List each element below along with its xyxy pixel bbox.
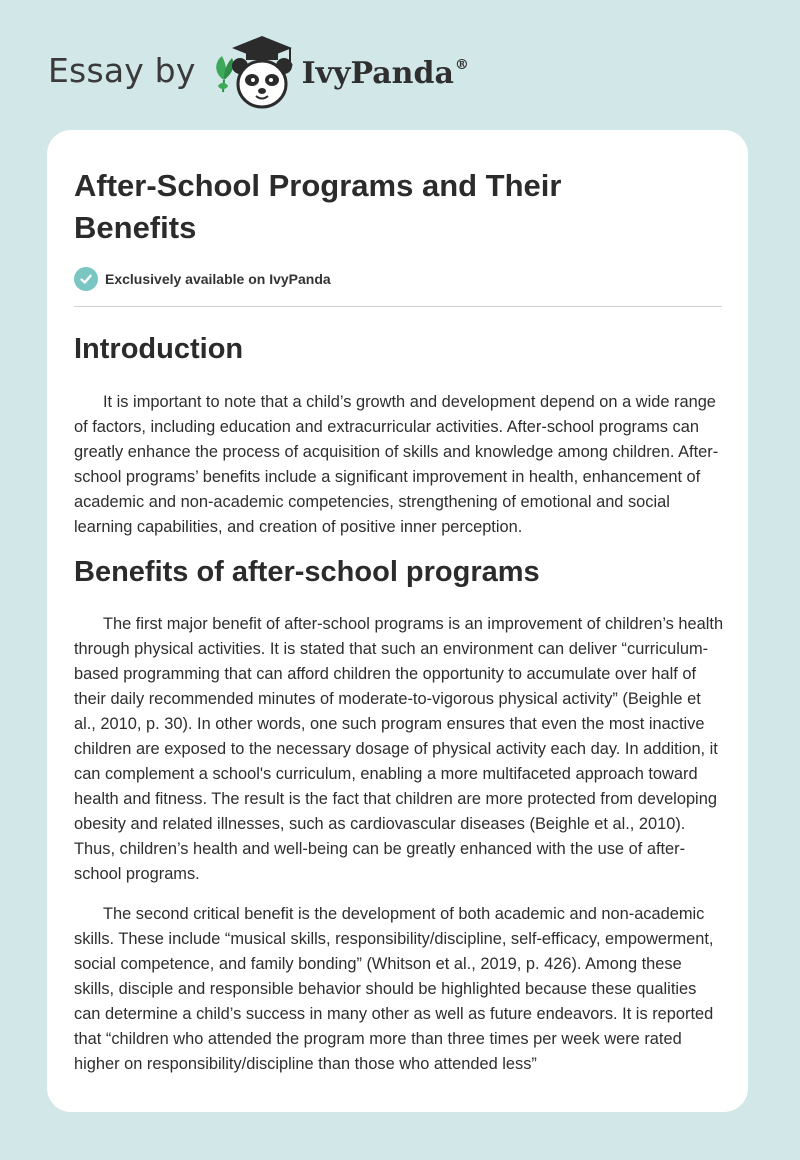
section-heading: Introduction <box>74 333 244 365</box>
check-icon <box>74 267 98 291</box>
essay-title: After-School Programs and Their Benefits <box>74 168 562 245</box>
paragraph: The second critical benefit is the development of both academic and non-academic skills. These include “musical skills, responsibility/discipline, self-efficacy, empowerment, social competence, and family bonding” (Whitson et al., 2019, p. 426). Among these skills, disciple and responsible behavior should be highlighted because these qualities can determine a child’s success in many other as well as future endeavors. It is reported that “children who attended the program more than three times per week were rated higher on responsibility/discipline than those who attended less” <box>74 905 714 1073</box>
exclusive-note: Exclusively available on IvyPanda <box>105 271 331 287</box>
paragraph: It is important to note that a child’s growth and development depend on a wide range of factors, including education and extracurricular activities. After-school programs can greatly enhance the process of acquisition of skills and knowledge among children. After-school programs’ benefits include a significant improvement in health, enhancement of academic and non-academic competencies, strengthening of emotional and social learning capabilities, and creation of positive inner perception. <box>74 393 719 536</box>
panda-logo-icon <box>210 34 298 114</box>
paragraph: The first major benefit of after-school programs is an improvement of children’s health through physical activities. It is stated that such an environment can deliver “curriculum-based programming that can afford children the opportunity to accumulate over half of their daily recommended minutes of moderate-to-vigorous physical activity” (Beighle et al., 2010, p. 30). In other words, one such program ensures that even the most inactive children are exposed to the necessary dosage of physical activity each day. In addition, it can complement a school's curriculum, enabling a more multifaceted approach toward health and fitness. The result is the fact that children are more protected from developing obesity and related illnesses, such as cardiovascular diseases (Beighle et al., 2010). Thus, children’s health and well-being can be greatly enhanced with the use of after-school programs. <box>74 615 724 883</box>
registered-mark: ® <box>454 56 469 73</box>
brand-name: IvyPanda® <box>301 55 469 91</box>
section-benefits <box>74 554 724 1077</box>
brand-prefix: Essay by <box>48 50 196 90</box>
leaf-icon <box>216 56 233 92</box>
section-heading: Benefits of after-school programs <box>74 556 540 588</box>
section-introduction <box>74 331 721 540</box>
brand-header <box>48 34 469 114</box>
essay-card <box>47 130 748 1112</box>
exclusive-badge-row <box>74 265 721 293</box>
title-divider <box>74 306 722 307</box>
